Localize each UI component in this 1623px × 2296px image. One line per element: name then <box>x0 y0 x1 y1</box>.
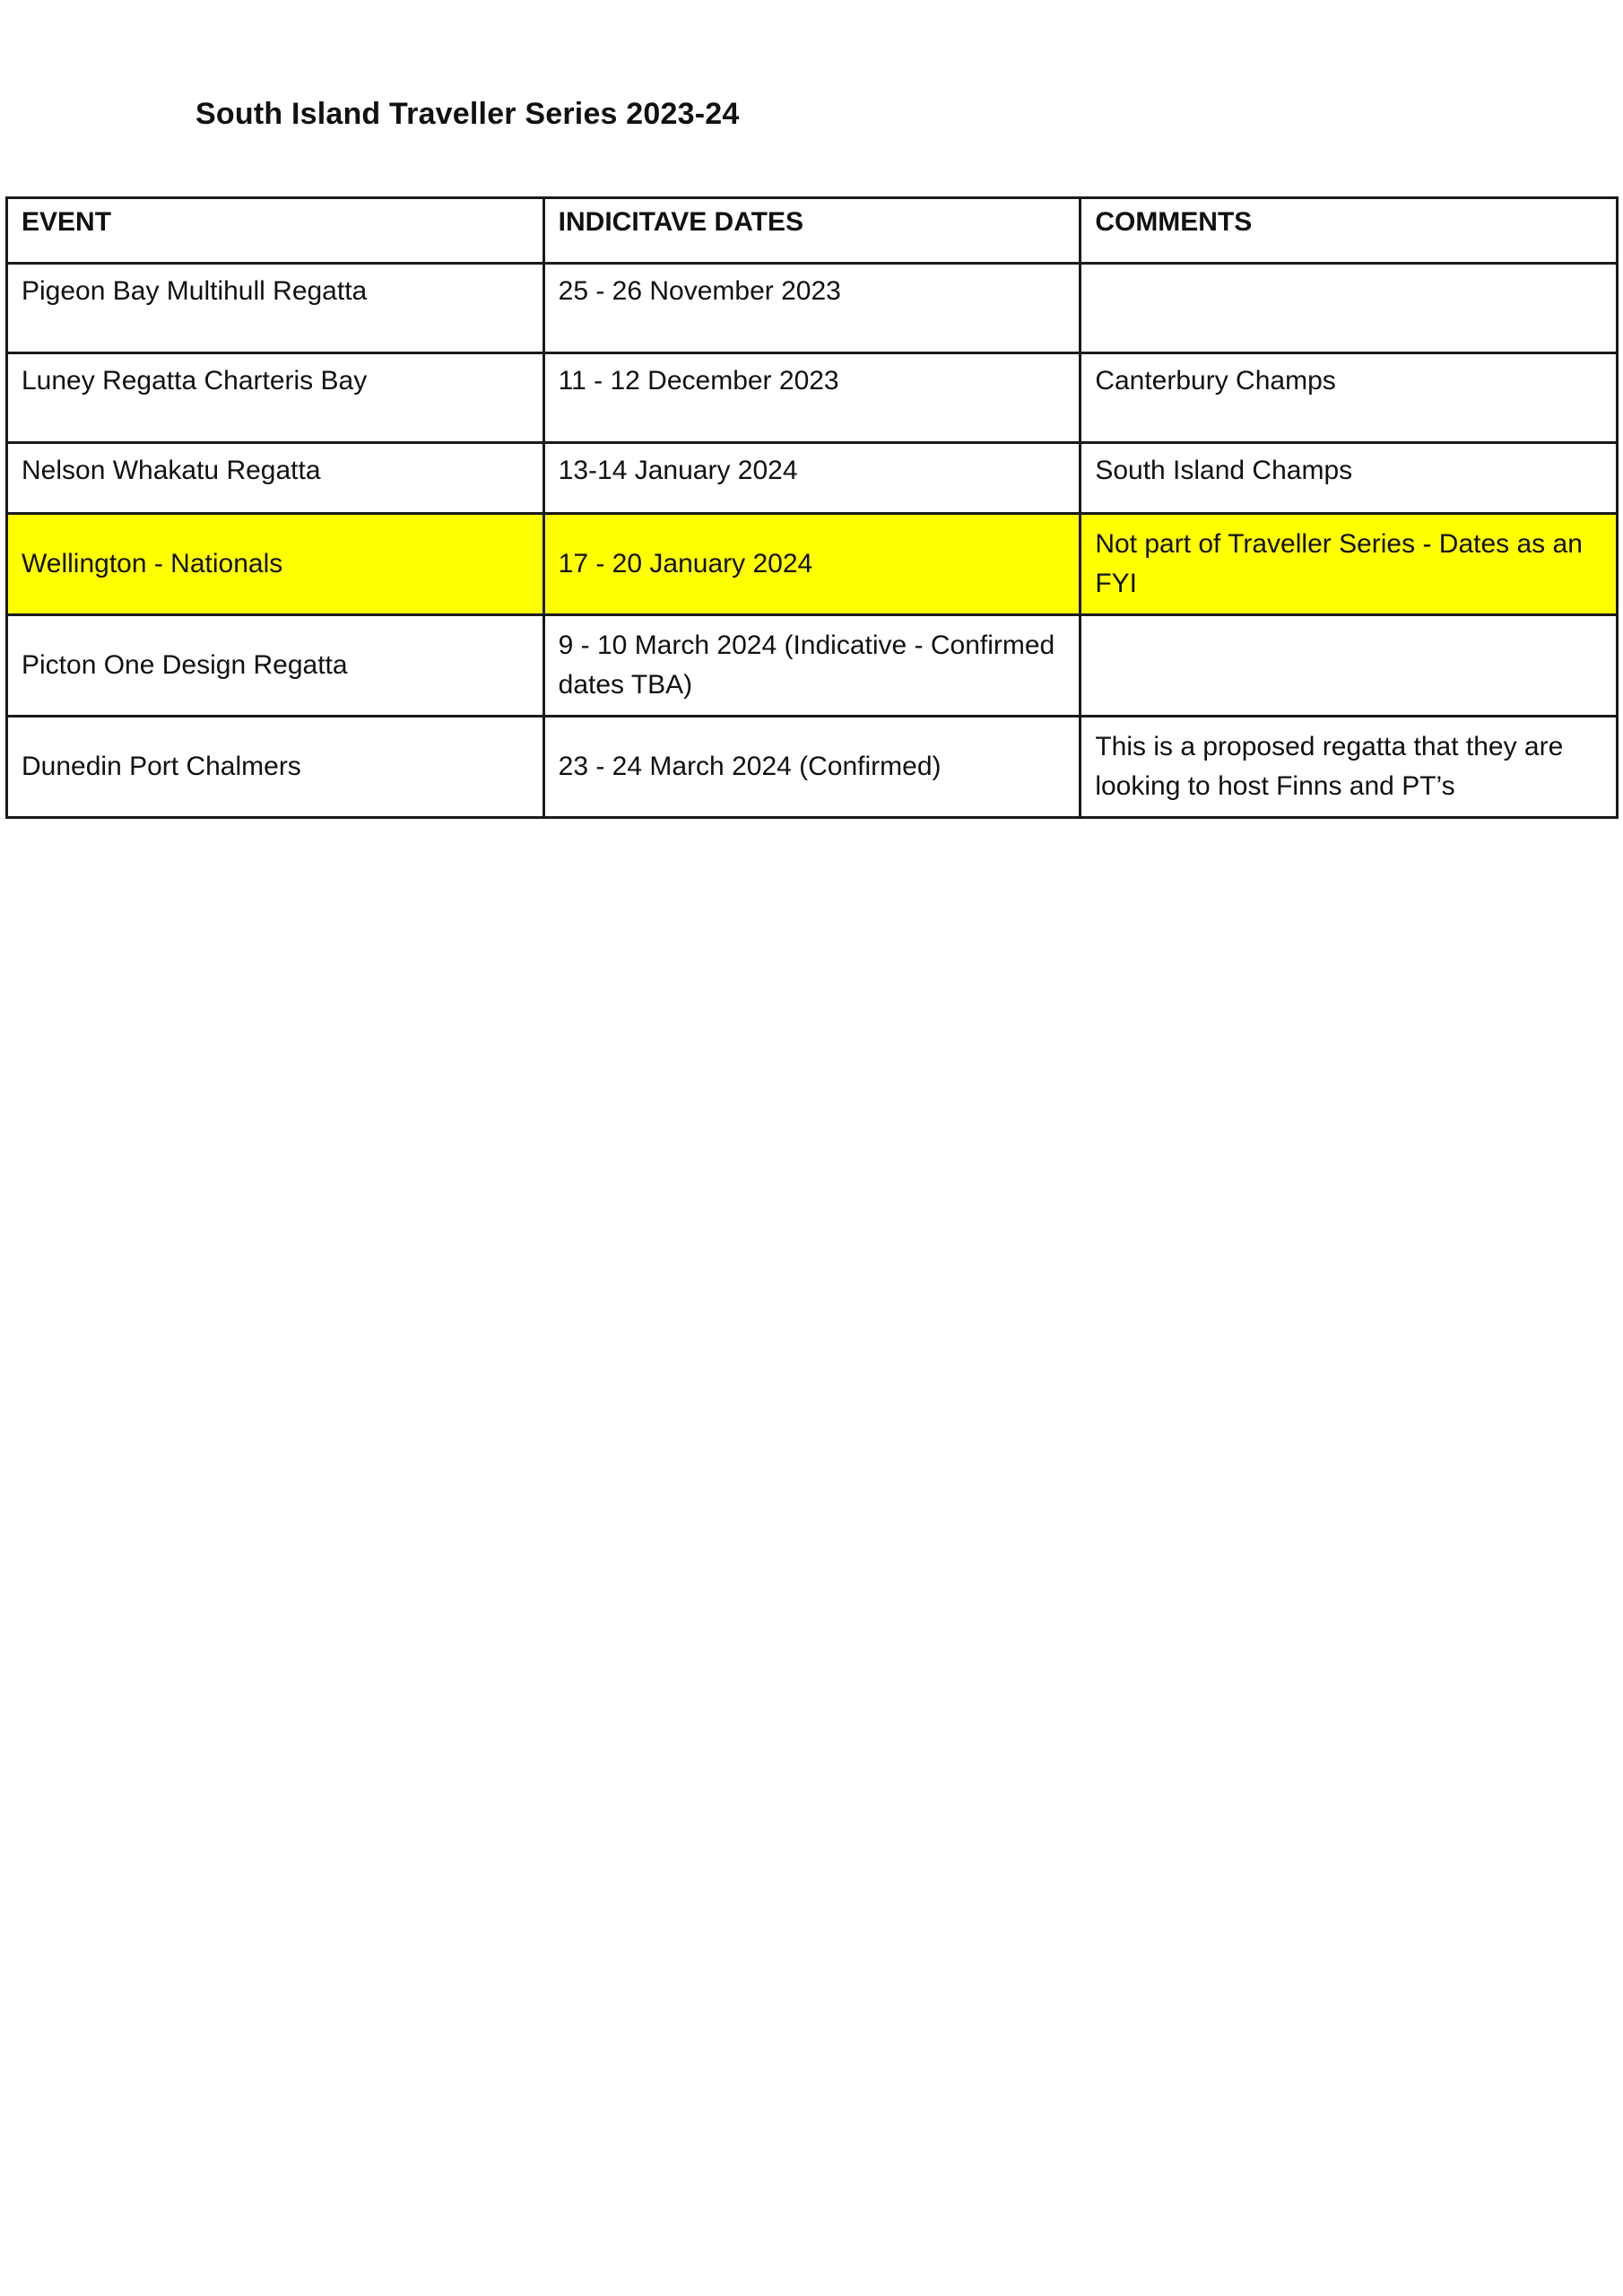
table-row <box>7 443 1618 514</box>
event-cell: Nelson Whakatu Regatta <box>7 443 544 514</box>
dates-cell: 11 - 12 December 2023 <box>543 353 1081 443</box>
table-row <box>7 264 1618 353</box>
comments-cell <box>1081 264 1618 353</box>
table-row-highlighted <box>7 514 1618 615</box>
table-row <box>7 615 1618 717</box>
event-cell: Picton One Design Regatta <box>7 615 544 717</box>
event-cell: Wellington - Nationals <box>7 514 544 615</box>
event-cell: Pigeon Bay Multihull Regatta <box>7 264 544 353</box>
comments-cell: Canterbury Champs <box>1081 353 1618 443</box>
dates-cell: 17 - 20 January 2024 <box>543 514 1081 615</box>
event-cell: Dunedin Port Chalmers <box>7 717 544 818</box>
dates-cell: 13-14 January 2024 <box>543 443 1081 514</box>
dates-cell: 9 - 10 March 2024 (Indicative - Confirmed dates TBA) <box>543 615 1081 717</box>
dates-cell: 23 - 24 March 2024 (Confirmed) <box>543 717 1081 818</box>
comments-cell: South Island Champs <box>1081 443 1618 514</box>
document-title: South Island Traveller Series 2023-24 <box>195 97 740 131</box>
comments-cell: This is a proposed regatta that they are looking to host Finns and PT’s <box>1081 717 1618 818</box>
dates-cell: 25 - 26 November 2023 <box>543 264 1081 353</box>
header-dates: INDICITAVE DATES <box>543 198 1081 264</box>
table-row <box>7 353 1618 443</box>
comments-cell: Not part of Traveller Series - Dates as an FYI <box>1081 514 1618 615</box>
event-cell: Luney Regatta Charteris Bay <box>7 353 544 443</box>
table-row <box>7 717 1618 818</box>
header-comments: COMMENTS <box>1081 198 1618 264</box>
comments-cell <box>1081 615 1618 717</box>
header-event: EVENT <box>7 198 544 264</box>
event-schedule-table <box>5 196 1619 819</box>
table-header-row <box>7 198 1618 264</box>
